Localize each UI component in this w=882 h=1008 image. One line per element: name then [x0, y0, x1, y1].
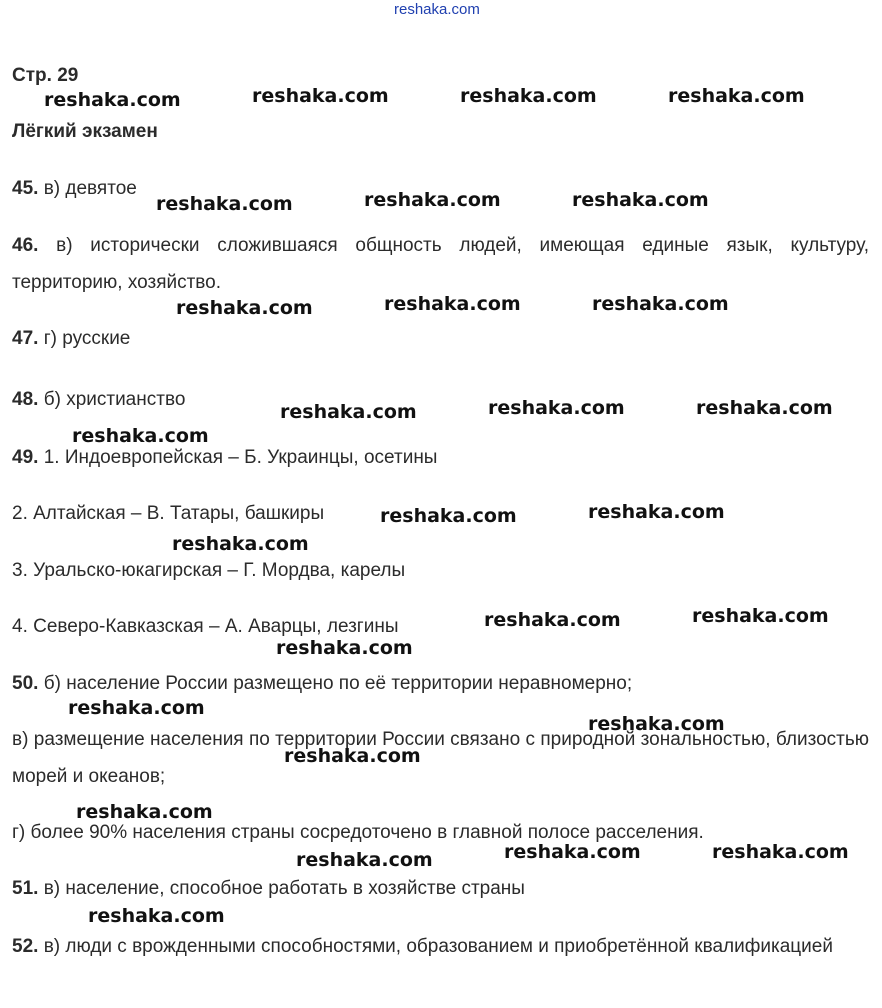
answer-50-g: г) более 90% населения страны сосредоточено в главной полосе расселения. — [12, 822, 704, 843]
answer-text: в) исторически сложившаяся общность людей, имеющая единые язык, культуру, территорию, хозяйство. — [12, 235, 870, 293]
answer-number: 49. — [12, 447, 39, 468]
answer-text: в) население, способное работать в хозяйстве страны — [43, 878, 525, 899]
answer-47 — [12, 328, 130, 350]
answer-49-item-3: 3. Уральско-юкагирская – Г. Мордва, карелы — [12, 560, 406, 581]
watermark: reshaka.com — [284, 745, 421, 767]
watermark: reshaka.com — [364, 189, 501, 211]
answer-51 — [12, 878, 525, 900]
answer-number: 52. — [12, 936, 39, 957]
answer-number: 45. — [12, 178, 39, 199]
answer-49-item-1 — [12, 447, 437, 469]
watermark: reshaka.com — [252, 85, 389, 107]
watermark: reshaka.com — [488, 397, 625, 419]
watermark: reshaka.com — [572, 189, 709, 211]
watermark: reshaka.com — [44, 89, 181, 111]
answer-text: б) христианство — [43, 389, 186, 410]
answer-52 — [12, 928, 869, 965]
watermark: reshaka.com — [504, 841, 641, 863]
answer-45 — [12, 178, 137, 200]
answer-49-item-2: 2. Алтайская – В. Татары, башкиры — [12, 503, 325, 524]
watermark: reshaka.com — [88, 905, 225, 927]
watermark: reshaka.com — [668, 85, 805, 107]
section-title: Лёгкий экзамен — [12, 121, 158, 142]
watermark: reshaka.com — [384, 293, 521, 315]
watermark: reshaka.com — [692, 605, 829, 627]
watermark: reshaka.com — [712, 841, 849, 863]
watermark: reshaka.com — [280, 401, 417, 423]
answer-number: 46. — [12, 235, 39, 256]
answer-number: 47. — [12, 328, 39, 349]
answer-number: 50. — [12, 673, 39, 694]
answer-46 — [12, 227, 869, 301]
answer-48 — [12, 389, 185, 411]
watermark: reshaka.com — [380, 505, 517, 527]
answer-number: 51. — [12, 878, 39, 899]
answer-50-v: в) размещение населения по территории России связано с природной зональностью, близостью морей и океанов; — [12, 729, 869, 787]
answer-50-b — [12, 673, 632, 695]
watermark: reshaka.com — [68, 697, 205, 719]
watermark: reshaka.com — [76, 801, 213, 823]
watermark: reshaka.com — [592, 293, 729, 315]
page-label: Стр. 29 — [12, 65, 79, 86]
watermark: reshaka.com — [460, 85, 597, 107]
watermark: reshaka.com — [176, 297, 313, 319]
answer-text: г) русские — [43, 328, 131, 349]
answer-text: в) люди с врожденными способностями, образованием и приобретённой квалификацией — [43, 936, 833, 957]
watermark: reshaka.com — [588, 713, 725, 735]
watermark: reshaka.com — [156, 193, 293, 215]
site-header-watermark: reshaka.com — [394, 1, 480, 18]
watermark: reshaka.com — [696, 397, 833, 419]
watermark: reshaka.com — [296, 849, 433, 871]
watermark: reshaka.com — [588, 501, 725, 523]
watermark: reshaka.com — [172, 533, 309, 555]
watermark: reshaka.com — [484, 609, 621, 631]
answer-text: в) девятое — [43, 178, 137, 199]
answer-text: б) население России размещено по её территории неравномерно; — [43, 673, 633, 694]
answer-number: 48. — [12, 389, 39, 410]
answer-text: 1. Индоевропейская – Б. Украинцы, осетины — [43, 447, 438, 468]
watermark: reshaka.com — [276, 637, 413, 659]
watermark: reshaka.com — [72, 425, 209, 447]
answer-49-item-4: 4. Северо-Кавказская – А. Аварцы, лезгины — [12, 616, 399, 637]
